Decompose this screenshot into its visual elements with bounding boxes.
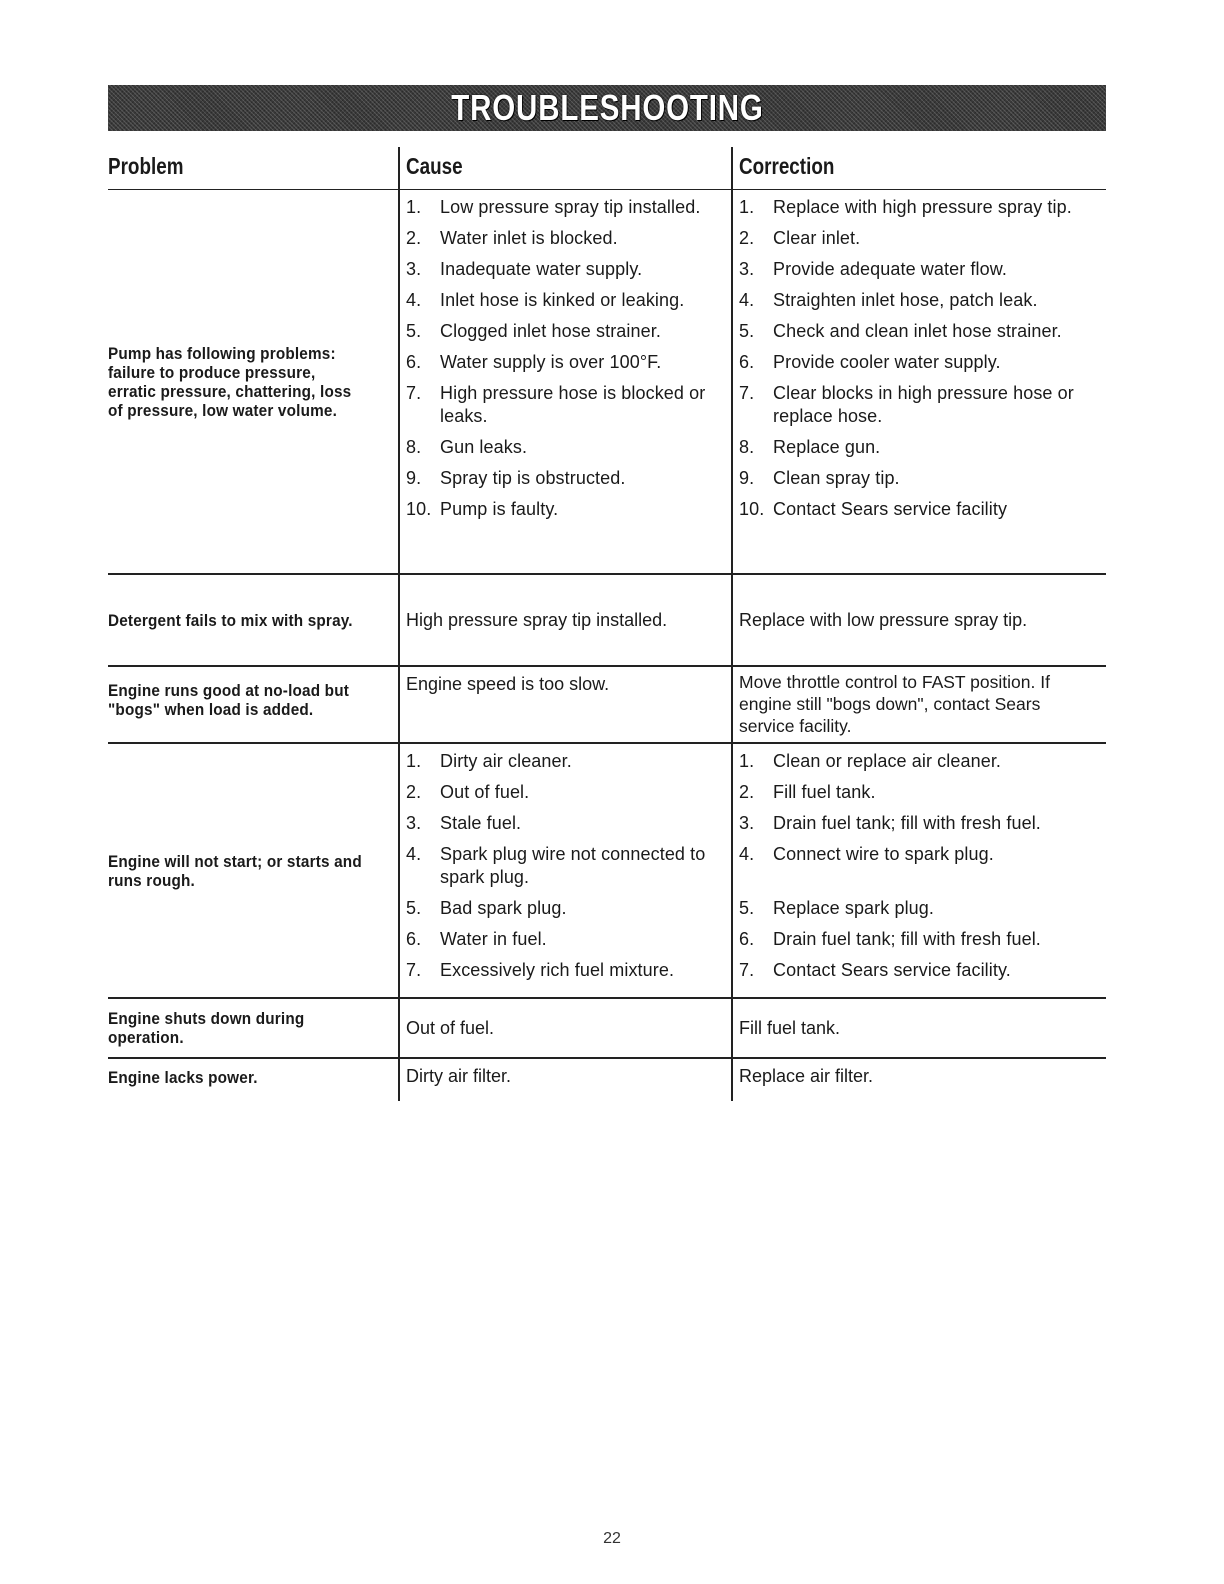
list-item: 5. Clogged inlet hose strainer. [406,321,661,341]
cause-cell: Dirty air filter. [398,1059,731,1101]
problem-cell: Pump has following problems: failure to produce pressure, erratic pressure, chattering, loss of pressure, low water volume. [108,343,352,420]
list-item: 9. Clean spray tip. [739,468,900,488]
header-cause: Cause [398,147,731,189]
cause-cell: Engine speed is too slow. [398,667,731,742]
list-item: 4. Spark plug wire not connected to spark plug. [406,844,706,887]
page-title: TROUBLESHOOTING [450,87,764,128]
header-problem: Problem [108,153,184,179]
list-item: 4. Connect wire to spark plug. [739,844,994,864]
table-header [108,147,1106,190]
list-item: 10. Pump is faulty. [406,499,559,519]
list-item: 1. Clean or replace air cleaner. [739,751,1002,771]
problem-cell: Detergent fails to mix with spray. [108,610,353,630]
list-item: 5. Bad spark plug. [406,898,567,918]
correction-cell: Replace with low pressure spray tip. [731,575,1106,665]
table-row [108,999,1106,1059]
correction-list [733,190,1106,521]
correction-cell: Move throttle control to FAST position. If engine still "bogs down", contact Sears service facility. [731,667,1106,742]
list-item: 5. Check and clean inlet hose strainer. [739,321,1062,341]
troubleshooting-table [108,147,1106,1101]
correction-cell: Fill fuel tank. [731,999,1106,1057]
list-item: 2. Out of fuel. [406,782,530,802]
list-item: 3. Stale fuel. [406,813,522,833]
list-item: 3. Provide adequate water flow. [739,259,1007,279]
table-row [108,667,1106,744]
list-item: 3. Inadequate water supply. [406,259,643,279]
cause-cell: High pressure spray tip installed. [398,575,731,665]
correction-list [733,744,1106,982]
problem-cell: Engine shuts down during operation. [108,1009,305,1047]
problem-cell: Engine lacks power. [108,1068,258,1087]
table-row [108,1059,1106,1101]
header-correction: Correction [731,147,1106,189]
cause-cell [398,190,731,573]
list-item: 6. Water supply is over 100°F. [406,352,662,372]
list-item: 5. Replace spark plug. [739,898,934,918]
correction-cell [731,744,1106,997]
list-item: 8. Replace gun. [739,437,881,457]
correction-cell [731,190,1106,573]
list-item: 2. Clear inlet. [739,228,861,248]
page-number: 22 [603,1530,621,1547]
list-item: 10. Contact Sears service facility [739,499,1008,519]
list-item: 7. High pressure hose is blocked or leaks. [406,383,706,426]
list-item: 6. Provide cooler water supply. [739,352,1001,372]
list-item: 7. Clear blocks in high pressure hose or replace hose. [739,383,1074,426]
list-item: 2. Fill fuel tank. [739,782,876,802]
title-banner [108,85,1106,131]
list-item: 1. Low pressure spray tip installed. [406,197,701,217]
list-item: 1. Dirty air cleaner. [406,751,572,771]
list-item: 3. Drain fuel tank; fill with fresh fuel. [739,813,1041,833]
list-item: 6. Drain fuel tank; fill with fresh fuel. [739,929,1041,949]
list-item: 7. Contact Sears service facility. [739,960,1011,980]
cause-list [400,190,731,521]
problem-cell: Engine will not start; or starts and runs rough. [108,851,362,890]
table-row [108,744,1106,999]
list-item: 7. Excessively rich fuel mixture. [406,960,675,980]
problem-cell: Engine runs good at no-load but "bogs" when load is added. [108,681,350,719]
cause-cell: Out of fuel. [398,999,731,1057]
list-item: 4. Straighten inlet hose, patch leak. [739,290,1038,310]
list-item: 4. Inlet hose is kinked or leaking. [406,290,685,310]
list-item: 8. Gun leaks. [406,437,528,457]
table-row [108,575,1106,667]
list-item: 1. Replace with high pressure spray tip. [739,197,1072,217]
table-row [108,190,1106,575]
list-item: 9. Spray tip is obstructed. [406,468,626,488]
list-item: 6. Water in fuel. [406,929,547,949]
correction-cell: Replace air filter. [731,1059,1106,1101]
cause-list [400,744,731,982]
list-item: 2. Water inlet is blocked. [406,228,618,248]
cause-cell [398,744,731,997]
